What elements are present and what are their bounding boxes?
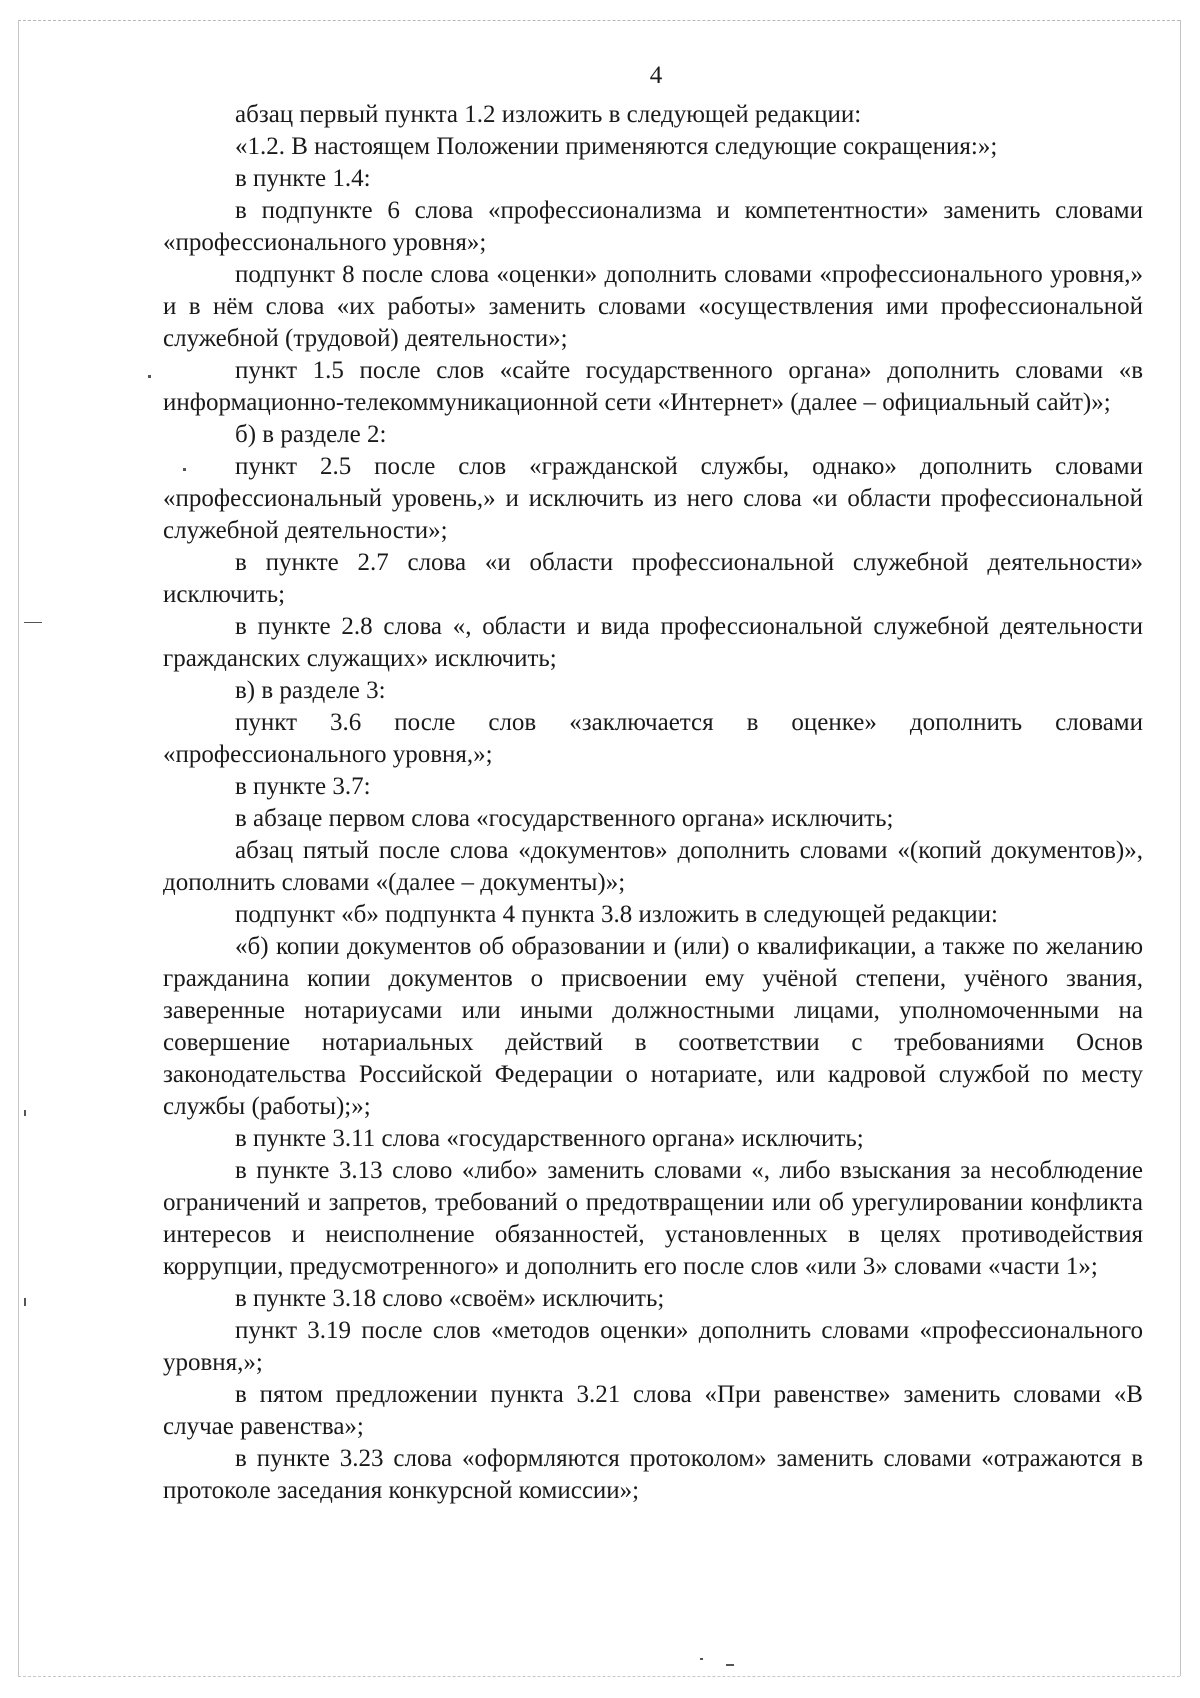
scan-border-right [1180, 20, 1181, 1676]
paragraph-14: в абзаце первом слова «государственного органа» исключить; [235, 805, 894, 832]
paragraph-9: в пункте 2.7 слова «и области профессиональной служебной деятельности» исключить; [163, 549, 1143, 608]
paragraph-18: в пункте 3.11 слова «государственного органа» исключить; [235, 1125, 864, 1152]
paragraph-5: подпункт 8 после слова «оценки» дополнить словами «профессионального уровня,» и в нём слова «их работы» заменить словами «осуществления ими профессиональной служебной (трудовой) деятельности»; [163, 261, 1143, 352]
paragraph-21: пункт 3.19 после слов «методов оценки» дополнить словами «профессионального уровня,»; [163, 1317, 1143, 1376]
paragraph-3: в пункте 1.4: [235, 165, 371, 192]
paragraph-4: в подпункте 6 слова «профессионализма и компетентности» заменить словами «профессионального уровня»; [163, 197, 1143, 256]
scan-speck [148, 375, 151, 378]
paragraph-7: б) в разделе 2: [235, 421, 387, 448]
document-body [163, 99, 1143, 1507]
paragraph-13: в пункте 3.7: [235, 773, 371, 800]
scan-speck [24, 622, 42, 623]
paragraph-23: в пункте 3.23 слова «оформляются протоколом» заменить словами «отражаются в протоколе заседания конкурсной комиссии»; [163, 1445, 1143, 1504]
paragraph-17: «б) копии документов об образовании и (или) о квалификации, а также по желанию гражданина копии документов о присвоении ему учёной степени, учёного звания, заверенные нотариусами или иными должностными лицами, уполномоченными на совершение нотариальных действий в соответствии с требованиями Основ законодательства Российской Федерации о нотариате, или кадровой службой по месту службы (работы);»; [163, 933, 1143, 1120]
paragraph-1: абзац первый пункта 1.2 изложить в следующей редакции: [235, 101, 862, 128]
page-number: 4 [649, 62, 663, 89]
scan-speck [24, 1298, 26, 1306]
paragraph-22: в пятом предложении пункта 3.21 слова «При равенстве» заменить словами «В случае равенства»; [163, 1381, 1143, 1440]
paragraph-6: пункт 1.5 после слов «сайте государственного органа» дополнить словами «в информационно-телекоммуникационной сети «Интернет» (далее – официальный сайт)»; [163, 357, 1143, 416]
scan-speck [700, 1658, 703, 1660]
paragraph-12: пункт 3.6 после слов «заключается в оценке» дополнить словами «профессионального уровня,»; [163, 709, 1143, 768]
paragraph-16: подпункт «б» подпункта 4 пункта 3.8 изложить в следующей редакции: [235, 901, 998, 928]
paragraph-8: пункт 2.5 после слов «гражданской службы, однако» дополнить словами «профессиональный уровень,» и исключить из него слова «и области профессиональной служебной деятельности»; [163, 453, 1143, 544]
paragraph-15: абзац пятый после слова «документов» дополнить словами «(копий документов)», дополнить словами «(далее – документы)»; [163, 837, 1143, 896]
scan-speck [24, 1110, 26, 1116]
paragraph-20: в пункте 3.18 слово «своём» исключить; [235, 1285, 665, 1312]
scan-border-bottom [18, 1676, 1180, 1677]
scan-border-top [18, 20, 1180, 21]
scan-border-left [18, 20, 19, 1676]
paragraph-19: в пункте 3.13 слово «либо» заменить словами «, либо взыскания за несоблюдение ограничений и запретов, требований о предотвращении или об урегулировании конфликта интересов и неисполнение обязанностей, установленных в целях противодействия коррупции, предусмотренного» и дополнить его после слов «или 3» словами «части 1»; [163, 1157, 1143, 1280]
paragraph-10: в пункте 2.8 слова «, области и вида профессиональной служебной деятельности гражданских служащих» исключить; [163, 613, 1143, 672]
scan-speck [726, 1664, 734, 1666]
paragraph-11: в) в разделе 3: [235, 677, 386, 704]
paragraph-2: «1.2. В настоящем Положении применяются следующие сокращения:»; [235, 133, 998, 160]
